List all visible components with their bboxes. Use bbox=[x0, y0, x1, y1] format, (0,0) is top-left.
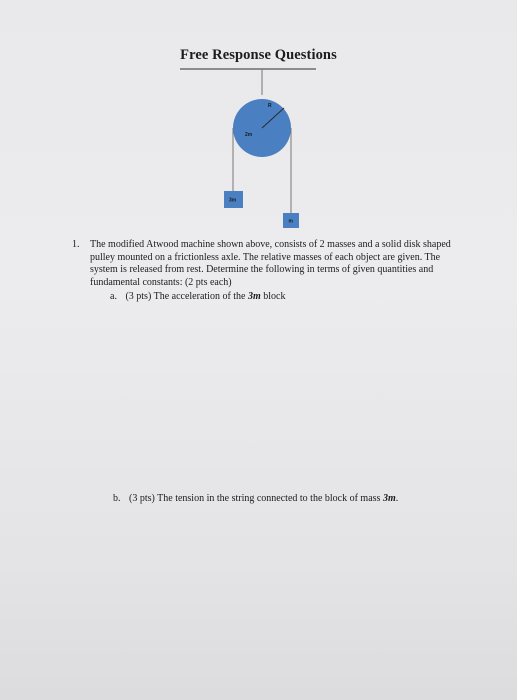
pulley-mass-label: 2m bbox=[245, 132, 253, 138]
question-part-b bbox=[113, 493, 398, 504]
part-b-text: (3 pts) The tension in the string connected to the block of mass bbox=[129, 493, 381, 504]
question-number: 1. bbox=[72, 239, 80, 250]
question-text: The modified Atwood machine shown above, consists of 2 masses and a solid disk shaped pulley mounted on a frictionless axle. The relative masses of each object are given. The system is released from rest. Determine the following in terms of given quantities and fundamental constants: (2 pts each) bbox=[90, 239, 451, 288]
part-a-label: a. bbox=[110, 291, 117, 302]
right-block-label: m bbox=[288, 218, 293, 225]
part-b-emphasis: 3m bbox=[382, 493, 396, 504]
radius-label: R bbox=[268, 103, 272, 109]
question-part-a bbox=[110, 291, 286, 302]
part-a-emphasis: 3m bbox=[248, 291, 261, 302]
part-a-text: (3 pts) The acceleration of the bbox=[125, 291, 246, 302]
part-a-suffix: block bbox=[263, 291, 286, 302]
part-b-label: b. bbox=[113, 493, 121, 504]
left-block-label: 3m bbox=[229, 197, 237, 204]
part-b-suffix: . bbox=[395, 493, 399, 504]
page-title: Free Response Questions bbox=[180, 47, 337, 63]
